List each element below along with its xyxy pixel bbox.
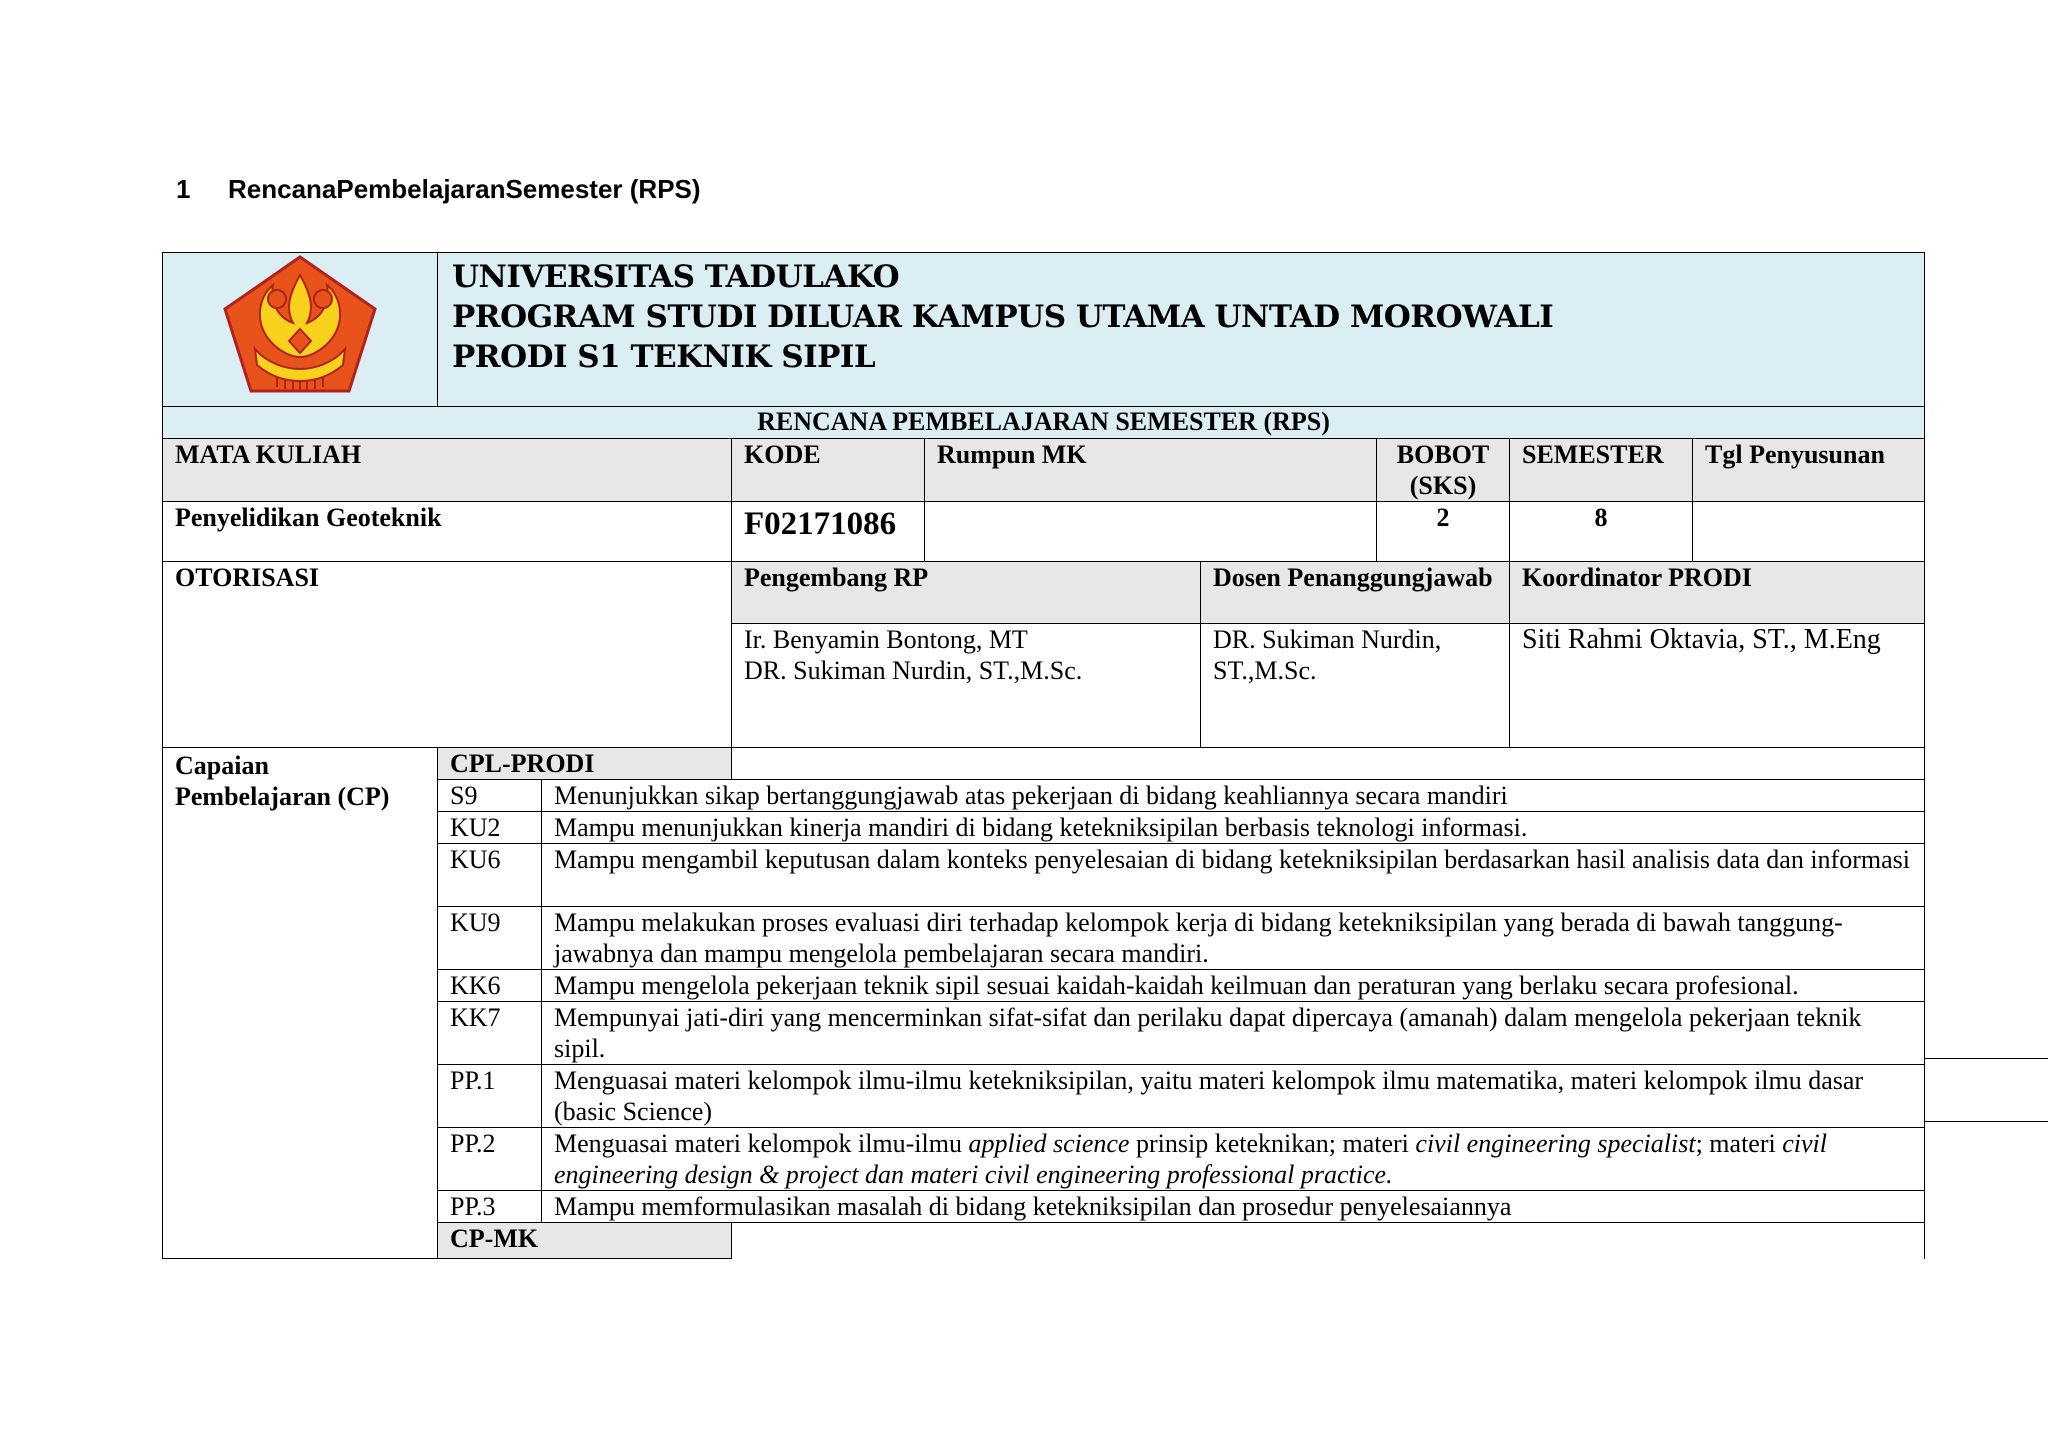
cpl-code: PP.1 xyxy=(438,1065,542,1128)
pengembang-2: DR. Sukiman Nurdin, ST.,M.Sc. xyxy=(744,656,1083,685)
pengembang-label: Pengembang RP xyxy=(732,562,1201,624)
cpl-text: Mampu memformulasikan masalah di bidang ketekniksipilan dan prosedur penyelesaiannya xyxy=(542,1191,1925,1223)
tadulako-university-logo-icon xyxy=(215,253,385,399)
course-header-row xyxy=(163,439,1925,502)
course-value-row xyxy=(163,502,1925,562)
logo-cell xyxy=(163,253,438,407)
cpl-header-row xyxy=(163,748,1925,780)
kode-label: KODE xyxy=(732,439,925,502)
course-name: Penyelidikan Geoteknik xyxy=(163,502,732,562)
cpl-code: KU6 xyxy=(438,844,542,907)
pp2-text-2: applied science xyxy=(968,1129,1130,1158)
rps-title: RENCANA PEMBELAJARAN SEMESTER (RPS) xyxy=(163,407,1925,439)
cpl-prodi-label: CPL-PRODI xyxy=(438,748,732,780)
cpl-code: KK7 xyxy=(438,1002,542,1065)
cpl-text: Mampu melakukan proses evaluasi diri terhadap kelompok kerja di bidang ketekniksipilan yang berada di bawah tanggung-jawabnya dan mampu mengelola pembelajaran secara mandiri. xyxy=(542,907,1925,970)
section-number: 1 xyxy=(176,174,191,204)
rumpun-label: Rumpun MK xyxy=(925,439,1377,502)
section-heading xyxy=(176,174,701,205)
cpmk-header-blank xyxy=(732,1223,1925,1259)
cpl-text: Menguasai materi kelompok ilmu-ilmu ketekniksipilan, yaitu materi kelompok ilmu matematika, materi kelompok ilmu dasar (basic Science) xyxy=(542,1065,1925,1128)
cpl-text: Menunjukkan sikap bertanggungjawab atas pekerjaan di bidang keahliannya secara mandiri xyxy=(542,780,1925,812)
pp2-text-3: prinsip keteknikan; materi xyxy=(1129,1129,1416,1158)
otorisasi-label: OTORISASI xyxy=(163,562,732,748)
pp2-text-6: civil engineering design & project dan materi civil engineering professional practice. xyxy=(554,1129,1827,1189)
rps-table xyxy=(162,252,1925,1259)
overflow-line-top xyxy=(1924,1058,2048,1059)
tgl-label: Tgl Penyusunan xyxy=(1693,439,1925,502)
prodi-name: PRODI S1 TEKNIK SIPIL xyxy=(452,339,876,375)
pp2-text-1: Menguasai materi kelompok ilmu-ilmu xyxy=(554,1129,969,1158)
cpl-text: Mampu mengambil keputusan dalam konteks penyelesaian di bidang ketekniksipilan berdasarkan hasil analisis data dan informasi xyxy=(542,844,1925,907)
pengembang-cell xyxy=(732,624,1201,748)
course-semester: 8 xyxy=(1510,502,1693,562)
cp-mk-label: CP-MK xyxy=(438,1223,732,1259)
cp-label: Capaian Pembelajaran (CP) xyxy=(163,748,438,1259)
pp2-text-5: ; materi xyxy=(1695,1129,1783,1158)
cpl-code: PP.3 xyxy=(438,1191,542,1223)
cpl-code: PP.2 xyxy=(438,1128,542,1191)
cpl-text: Mempunyai jati-diri yang mencerminkan sifat-sifat dan perilaku dapat dipercaya (amanah) dalam mengelola pekerjaan teknik sipil. xyxy=(542,1002,1925,1065)
bobot-label: BOBOT (SKS) xyxy=(1377,439,1510,502)
cpl-header-blank xyxy=(732,748,1925,780)
course-code: F02171086 xyxy=(732,502,925,562)
overflow-line-bottom xyxy=(1924,1121,2048,1122)
otorisasi-header-row xyxy=(163,562,1925,624)
university-name-cell xyxy=(438,253,1925,407)
cpl-code: S9 xyxy=(438,780,542,812)
university-name: UNIVERSITAS TADULAKO xyxy=(452,259,900,295)
course-tgl xyxy=(1693,502,1925,562)
cpl-text: Mampu menunjukkan kinerja mandiri di bidang ketekniksipilan berbasis teknologi informasi. xyxy=(542,812,1925,844)
dosen-cell xyxy=(1201,624,1510,748)
dosen-2: ST.,M.Sc. xyxy=(1213,656,1317,685)
cpl-code: KU2 xyxy=(438,812,542,844)
course-rumpun xyxy=(925,502,1377,562)
koordinator-name: Siti Rahmi Oktavia, ST., M.Eng xyxy=(1510,624,1925,748)
dosen-label: Dosen Penanggungjawab xyxy=(1201,562,1510,624)
university-header-row xyxy=(163,253,1925,407)
cpl-code: KK6 xyxy=(438,970,542,1002)
mata-kuliah-label: MATA KULIAH xyxy=(163,439,732,502)
cpl-code: KU9 xyxy=(438,907,542,970)
cpl-text-pp2 xyxy=(542,1128,1925,1191)
semester-label: SEMESTER xyxy=(1510,439,1693,502)
cpl-text: Mampu mengelola pekerjaan teknik sipil sesuai kaidah-kaidah keilmuan dan peraturan yang berlaku secara profesional. xyxy=(542,970,1925,1002)
koordinator-label: Koordinator PRODI xyxy=(1510,562,1925,624)
section-title: RencanaPembelajaranSemester (RPS) xyxy=(228,174,701,204)
pengembang-1: Ir. Benyamin Bontong, MT xyxy=(744,625,1028,654)
program-name: PROGRAM STUDI DILUAR KAMPUS UTAMA UNTAD MOROWALI xyxy=(452,299,1554,335)
pp2-text-4: civil engineering specialist xyxy=(1415,1129,1696,1158)
dosen-1: DR. Sukiman Nurdin, xyxy=(1213,625,1442,654)
course-bobot: 2 xyxy=(1377,502,1510,562)
